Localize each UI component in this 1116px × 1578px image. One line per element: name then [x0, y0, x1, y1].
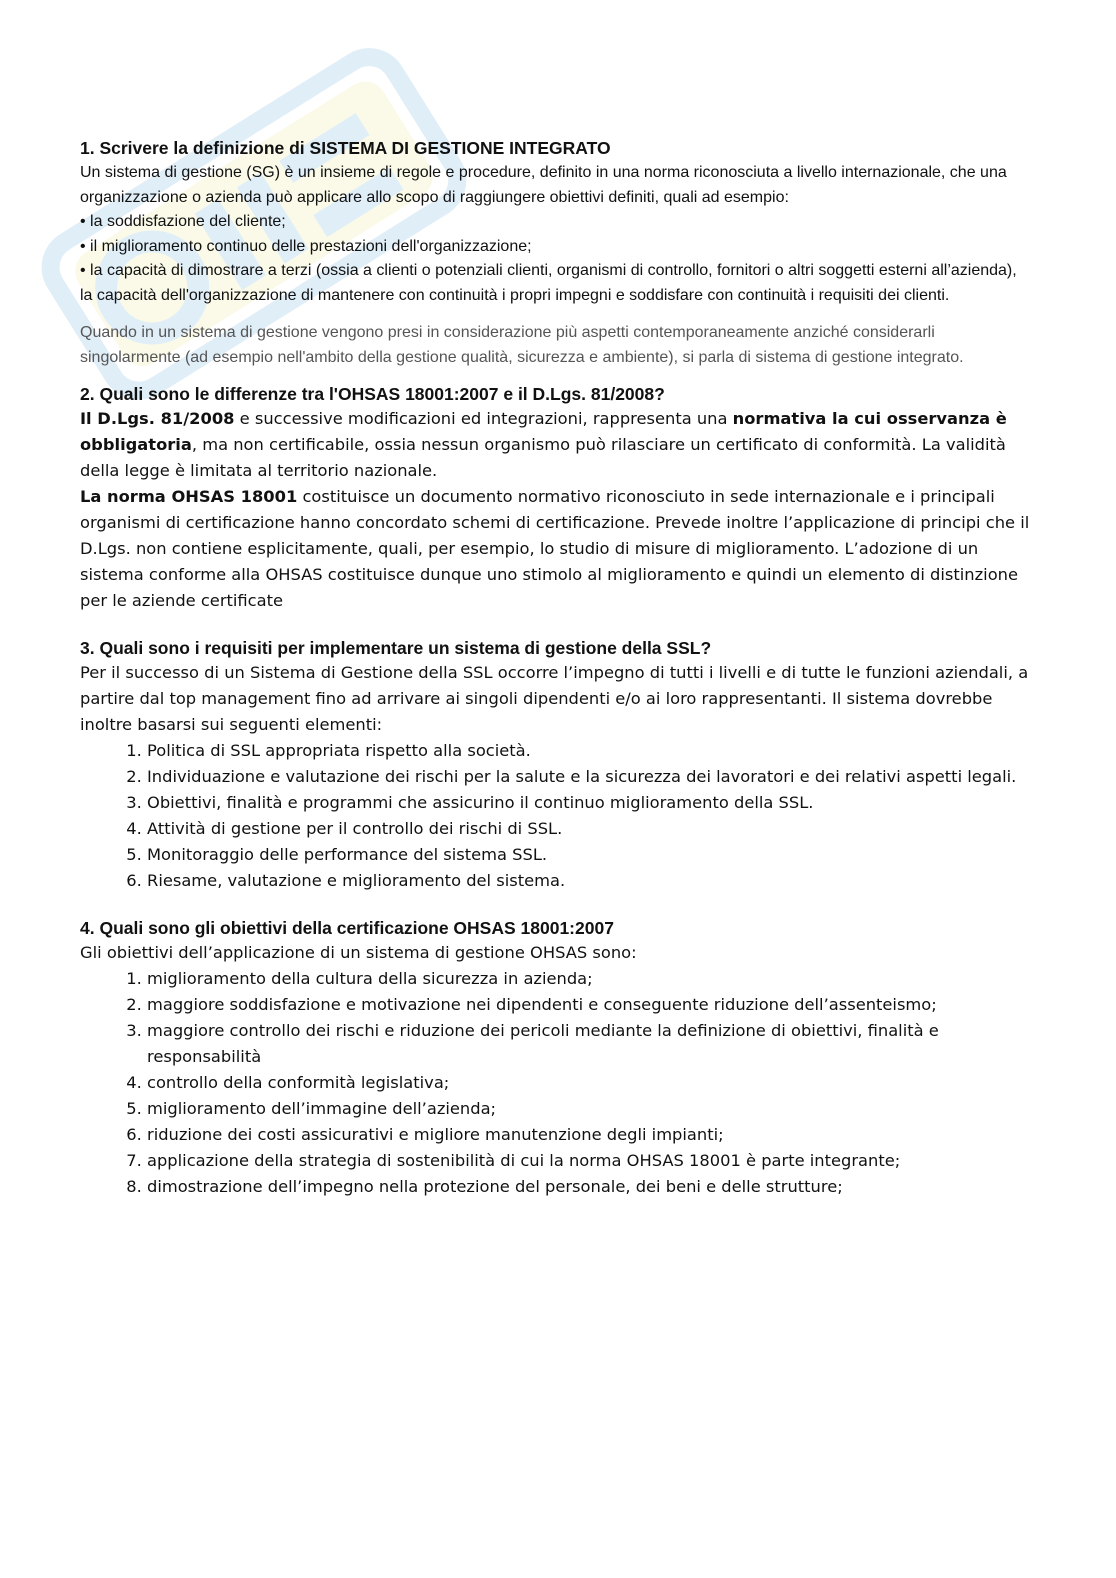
list-item: 2. maggiore soddisfazione e motivazione nei dipendenti e conseguente riduzione dell’assenteismo;: [147, 992, 1030, 1018]
section-4-list: [80, 966, 1030, 1200]
text: e successive modificazioni ed integrazioni, rappresenta una: [234, 409, 733, 428]
section-3-list: [80, 738, 1030, 894]
list-item: 6. riduzione dei costi assicurativi e migliore manutenzione degli impianti;: [147, 1122, 1030, 1148]
bold-text: La norma OHSAS 18001: [80, 487, 298, 506]
section-1: [80, 136, 1030, 370]
section-4: [80, 916, 1030, 1200]
bullet-item: • il miglioramento continuo delle prestazioni dell'organizzazione;: [80, 237, 532, 255]
section-3-title: 3. Quali sono i requisiti per implementare un sistema di gestione della SSL?: [80, 638, 712, 658]
list-item: 1. miglioramento della cultura della sicurezza in azienda;: [147, 966, 1030, 992]
list-item: 3. maggiore controllo dei rischi e riduzione dei pericoli mediante la definizione di obiettivi, finalità e responsabilità: [147, 1018, 1030, 1070]
section-3-intro: Per il successo di un Sistema di Gestione della SSL occorre l’impegno di tutti i livelli e di tutte le funzioni aziendali, a partire dal top management fino ad arrivare ai singoli dipendenti e/o ai loro rappresentanti. Il sistema dovrebbe inoltre basarsi sui seguenti elementi:: [80, 663, 1029, 734]
section-1-intro: Un sistema di gestione (SG) è un insieme di regole e procedure, definito in una norma riconosciuta a livello internazionale, che una organizzazione o azienda può applicare allo scopo di raggiungere obiettivi definiti, quali ad esempio:: [80, 164, 1007, 206]
list-item: 1. Politica di SSL appropriata rispetto alla società.: [147, 738, 1030, 764]
section-2-paragraph-1: [80, 406, 1030, 484]
section-4-intro: Gli obiettivi dell’applicazione di un sistema di gestione OHSAS sono:: [80, 943, 637, 962]
section-3: [80, 636, 1030, 894]
list-item: 2. Individuazione e valutazione dei rischi per la salute e la sicurezza dei lavoratori e dei relativi aspetti legali.: [147, 764, 1030, 790]
section-2-paragraph-2: [80, 484, 1030, 614]
list-item: 6. Riesame, valutazione e miglioramento del sistema.: [147, 868, 1030, 894]
text: costituisce un documento normativo riconosciuto in sede internazionale e i principali organismi di certificazione hanno concordato schemi di certificazione. Prevede inoltre l’applicazione di principi che il D.Lgs. non contiene esplicitamente, quali, per esempio, lo studio di misure di miglioramento. L’adozione di un sistema conforme alla OHSAS costituisce dunque uno stimolo al miglioramento e quindi un elemento di distinzione per le aziende certificate: [80, 487, 1030, 610]
section-4-title: 4. Quali sono gli obiettivi della certificazione OHSAS 18001:2007: [80, 918, 614, 938]
document-page: [80, 136, 1030, 1200]
list-item: 5. Monitoraggio delle performance del sistema SSL.: [147, 842, 1030, 868]
bullet-item: • la soddisfazione del cliente;: [80, 213, 286, 230]
bullet-item: • la capacità di dimostrare a terzi (ossia a clienti o potenziali clienti, organismi di controllo, fornitori o altri soggetti esterni all’azienda), la capacità dell'organizzazione di mantenere con continuità i propri impegni e soddisfare con continuità i requisiti dei clienti.: [80, 262, 1017, 304]
section-1-title: 1. Scrivere la definizione di SISTEMA DI GESTIONE INTEGRATO: [80, 138, 611, 158]
list-item: 4. Attività di gestione per il controllo dei rischi di SSL.: [147, 816, 1030, 842]
bold-text: normativa la cui osservanza è obbligatoria: [80, 409, 1007, 454]
list-item: 3. Obiettivi, finalità e programmi che assicurino il continuo miglioramento della SSL.: [147, 790, 1030, 816]
list-item: 7. applicazione della strategia di sostenibilità di cui la norma OHSAS 18001 è parte integrante;: [147, 1148, 1030, 1174]
section-2: [80, 382, 1030, 614]
section-2-title: 2. Quali sono le differenze tra l'OHSAS 18001:2007 e il D.Lgs. 81/2008?: [80, 384, 665, 404]
list-item: 5. miglioramento dell’immagine dell’azienda;: [147, 1096, 1030, 1122]
list-item: 8. dimostrazione dell’impegno nella protezione del personale, dei beni e delle strutture;: [147, 1174, 1030, 1200]
list-item: 4. controllo della conformità legislativa;: [147, 1070, 1030, 1096]
section-1-note: Quando in un sistema di gestione vengono presi in considerazione più aspetti contemporaneamente anziché considerarli singolarmente (ad esempio nell'ambito della gestione qualità, sicurezza e ambiente), si parla di sistema di gestione integrato.: [80, 324, 964, 366]
bold-text: Il D.Lgs. 81/2008: [80, 409, 235, 428]
text: , ma non certificabile, ossia nessun organismo può rilasciare un certificato di conformità. La validità della legge è limitata al territorio nazionale.: [80, 435, 1006, 480]
